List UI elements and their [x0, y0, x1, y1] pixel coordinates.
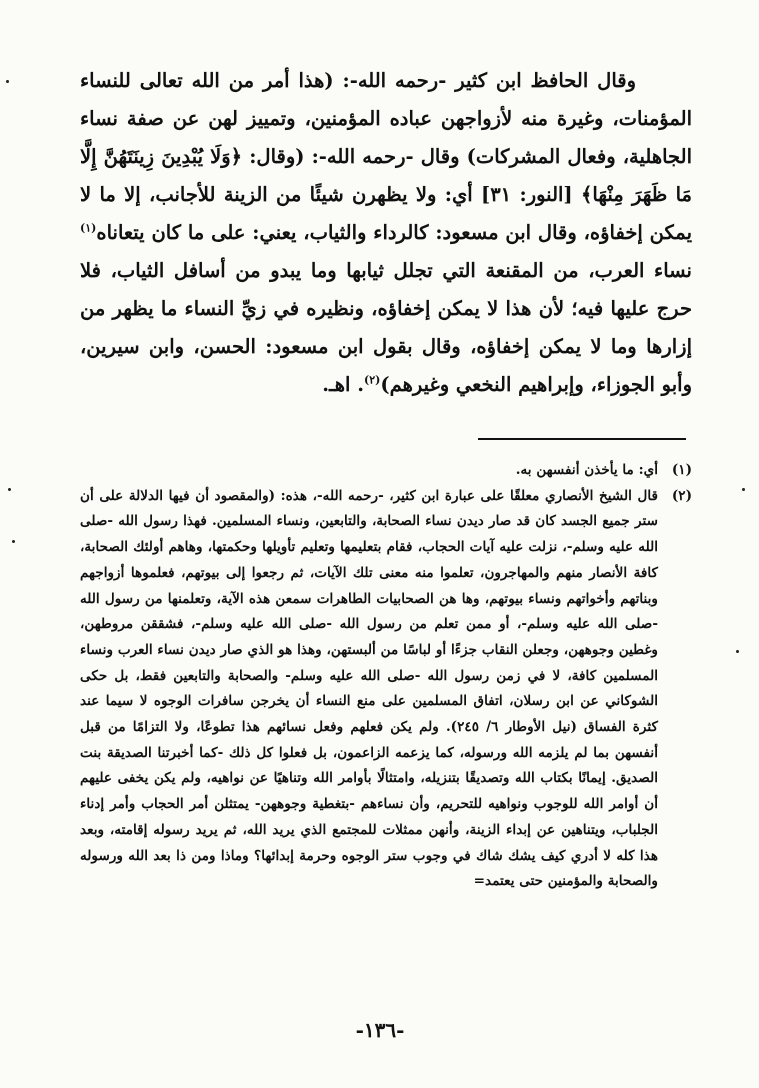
main-text	[80, 62, 692, 404]
footnote-separator	[478, 438, 686, 440]
main-paragraph	[80, 62, 692, 404]
footnote-number: (١)	[671, 462, 692, 478]
page-number: -١٣٦-	[355, 1018, 405, 1042]
scan-speck	[736, 650, 739, 653]
scan-speck	[8, 488, 11, 491]
footnote-ref-2: (٢)	[364, 373, 381, 387]
paragraph-text-cont: نساء العرب، من المقنعة التي تجلل ثيابها وما يبدو من أسافل الثياب، فلا حرج عليها فيه؛ لأن هذا لا يمكن إخفاؤه، ونظيره في زيِّ النساء ما يظهر من إزارها وما لا يمكن إخفاؤه، وقال بقول ابن مسعود: الحسن، وابن سيرين، وأبو الجوزاء، وإبراهيم النخعي وغيرهم)	[80, 259, 692, 396]
footnote-2	[80, 484, 692, 895]
paragraph-end: . اهـ.	[322, 373, 364, 396]
footnote-number: (٢)	[671, 487, 692, 504]
footnotes	[80, 458, 692, 895]
footnote-text: قال الشيخ الأنصاري معلقًا على عبارة ابن كثير، -رحمه الله-، هذه: (والمقصود أن فيها الدلالة على أن ستر جميع الجسد كان قد صار ديدن نساء الصحابة، والتابعين، ونساء المسلمين. فهذا رسول الله -صلى الله عليه وسلم-، نزلت عليه آيات الحجاب، فقام بتعليمها وتعليم تأويلها وحكمتها، وهاهم أولئك الصحابة، كافة الأنصار منهم والمهاجرون، تعلموا منه معنى تلك الآيات، ثم رجعوا إلى بيوتهم، فعلموها أزواجهم وبناتهم وأخواتهم ونساء بيوتهم، وها هن الصحابيات الطاهرات سمعن هذه الآية، وتعلمنها من رسول الله -صلى الله عليه وسلم-، أو ممن تعلم من رسول الله -صلى الله عليه وسلم-، فشققن مروطهن، وغطين وجوههن، وجعلن النقاب جزءًا أو لباسًا من ألبستهن، وهذا هو الذي صار ديدن نساء العرب ونساء المسلمين كافة، لا في زمن رسول الله -صلى الله عليه وسلم- والصحابة والتابعين فقط، بل حكى الشوكاني عن ابن رسلان، اتفاق المسلمين على منع النساء أن يخرجن سافرات الوجوه لا سيما عند كثرة الفساق (نيل الأوطار ٦/ ٢٤٥). ولم يكن فعلهم وفعل نسائهم هذا تطوعًا، ولا التزامًا من قبل أنفسهن بما لم يلزمه الله ورسوله، كما يزعمه الزاعمون، بل فعلوا كل ذلك -كما أخبرتنا الصديقة بنت الصديق. إيمانًا بكتاب الله وتصديقًا بتنزيله، وامتثالًا بأوامر الله وتناهيًا عن نواهيه، ولم يكن يخفى عليهم أن أوامر الله للوجوب ونواهيه للتحريم، وأن نساءهم -بتغطية وجوههن- يمتثلن أمر الحجاب وأمر إدناء الجلباب، ويتناهين عن إبداء الزينة، وأنهن ممثلات للمجتمع الذي يريد الله، ثم يريد رسوله إقامته، وبعد هذا كله لا أدري كيف يشك شاك في وجوب ستر الوجوه وحرمة إبدائها؟ وماذا ومن ذا بعد الله ورسوله والصحابة والمؤمنين حتى يعتمد=	[80, 487, 658, 890]
scan-speck	[12, 540, 15, 543]
scan-speck	[6, 80, 9, 83]
footnote-ref-1: (١)	[80, 221, 97, 235]
footnote-1	[80, 458, 692, 484]
scan-speck	[742, 488, 745, 491]
footnote-text: أي: ما يأخذن أنفسهن به.	[515, 462, 658, 478]
paragraph-text: وقال الحافظ ابن كثير -رحمه الله-: (هذا أمر من الله تعالى للنساء المؤمنات، وغيرة منه لأزواجهن عباده المؤمنين، وتمييز لهن عن صفة نساء الجاهلية، وفعال المشركات) وقال -رحمه الله-: (وقال: ﴿وَلَا يُبْدِينَ زِينَتَهُنَّ إِلَّا مَا ظَهَرَ مِنْهَا﴾ [النور: ٣١] أي: ولا يظهرن شيئًا من الزينة للأجانب، إلا ما لا يمكن إخفاؤه، وقال ابن مسعود: كالرداء والثياب، يعني: على ما كان يتعاناه	[80, 69, 692, 244]
